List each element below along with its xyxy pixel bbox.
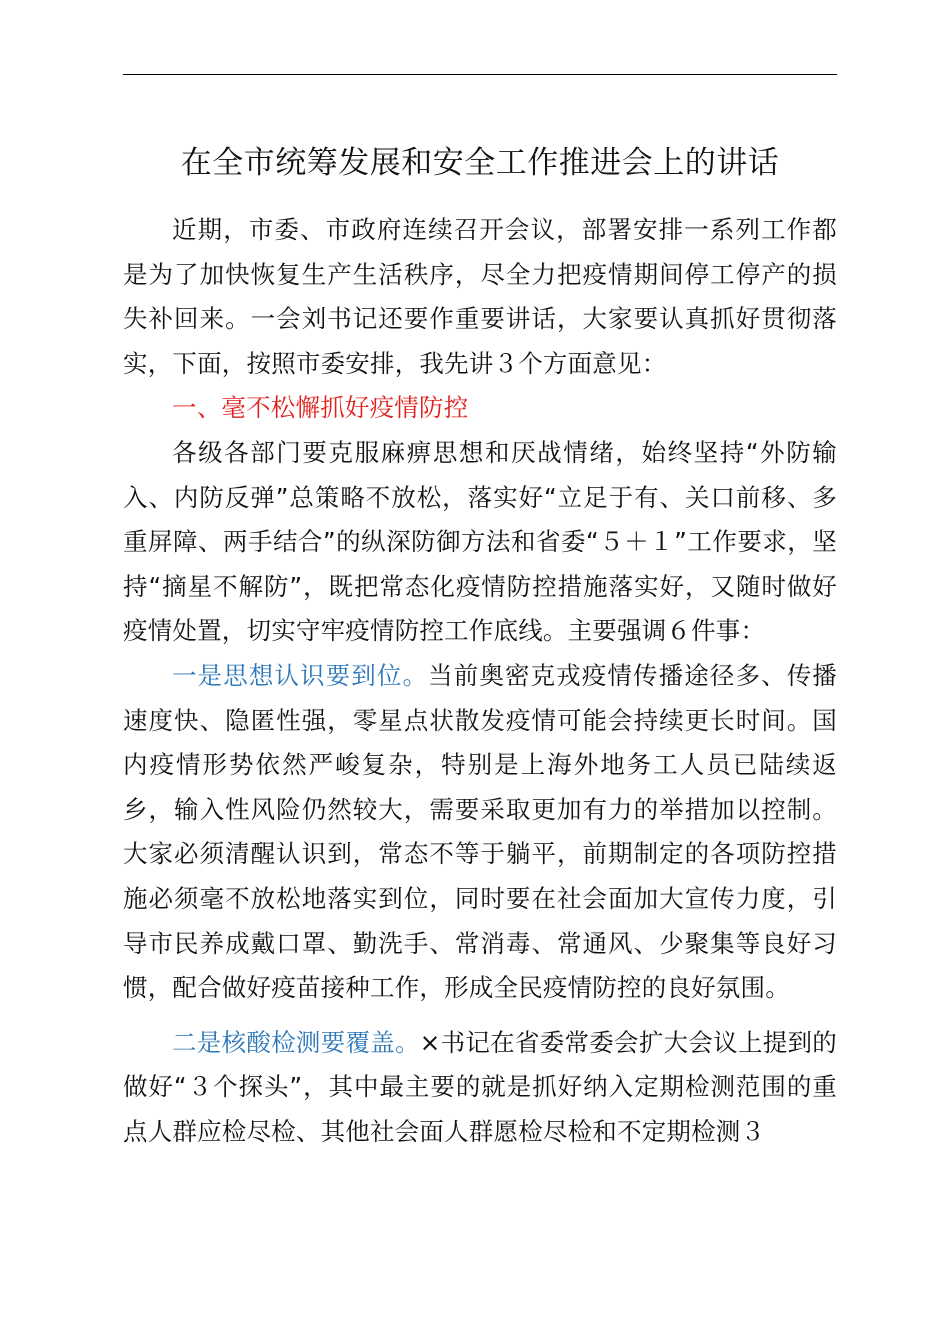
item-one-lead: 一是思想认识要到位。 [172,660,429,690]
item-one-body: 当前奥密克戎疫情传播途径多、传播速度快、隐匿性强，零星点状散发疫情可能会持续更长时间。国内疫情形势依然严峻复杂，特别是上海外地务工人员已陆续返乡，输入性风险仍然较大，需要采取更加有力的举措加以控制。大家必须清醒认识到，常态不等于躺平，前期制定的各项防控措施必须毫不放松地落实到位，同时要在社会面加大宣传力度，引导市民养成戴口罩、勤洗手、常消毒、常通风、少聚集等良好习惯，配合做好疫苗接种工作，形成全民疫情防控的良好氛围。 [123,660,838,1003]
header-rule [123,74,837,75]
item-two-body: ×书记在省委常委会扩大会议上提到的做好“３个探头”，其中最主要的就是抓好纳入定期检测范围的重点人群应检尽检、其他社会面人群愿检尽检和不定期检测３ [123,1027,837,1146]
item-two-paragraph [123,1021,837,1155]
document-body [123,208,837,1154]
item-one-paragraph [123,654,837,1011]
section-heading: 一、毫不松懈抓好疫情防控 [172,393,469,423]
section-paragraph: 各级各部门要克服麻痹思想和厌战情绪，始终坚持“外防输入、内防反弹”总策略不放松，落实好“立足于有、关口前移、多重屏障、两手结合”的纵深防御方法和省委“５＋１”工作要求，坚持“摘星不解防”，既把常态化疫情防控措施落实好，又随时做好疫情处置，切实守牢疫情防控工作底线。主要强调６件事： [123,437,837,646]
intro-paragraph: 近期，市委、市政府连续召开会议，部署安排一系列工作都是为了加快恢复生产生活秩序，尽全力把疫情期间停工停产的损失补回来。一会刘书记还要作重要讲话，大家要认真抓好贯彻落实，下面，按照市委安排，我先讲３个方面意见： [123,215,837,378]
item-two-lead: 二是核酸检测要覆盖。 [172,1027,420,1057]
document-title: 在全市统筹发展和安全工作推进会上的讲话 [180,145,780,181]
